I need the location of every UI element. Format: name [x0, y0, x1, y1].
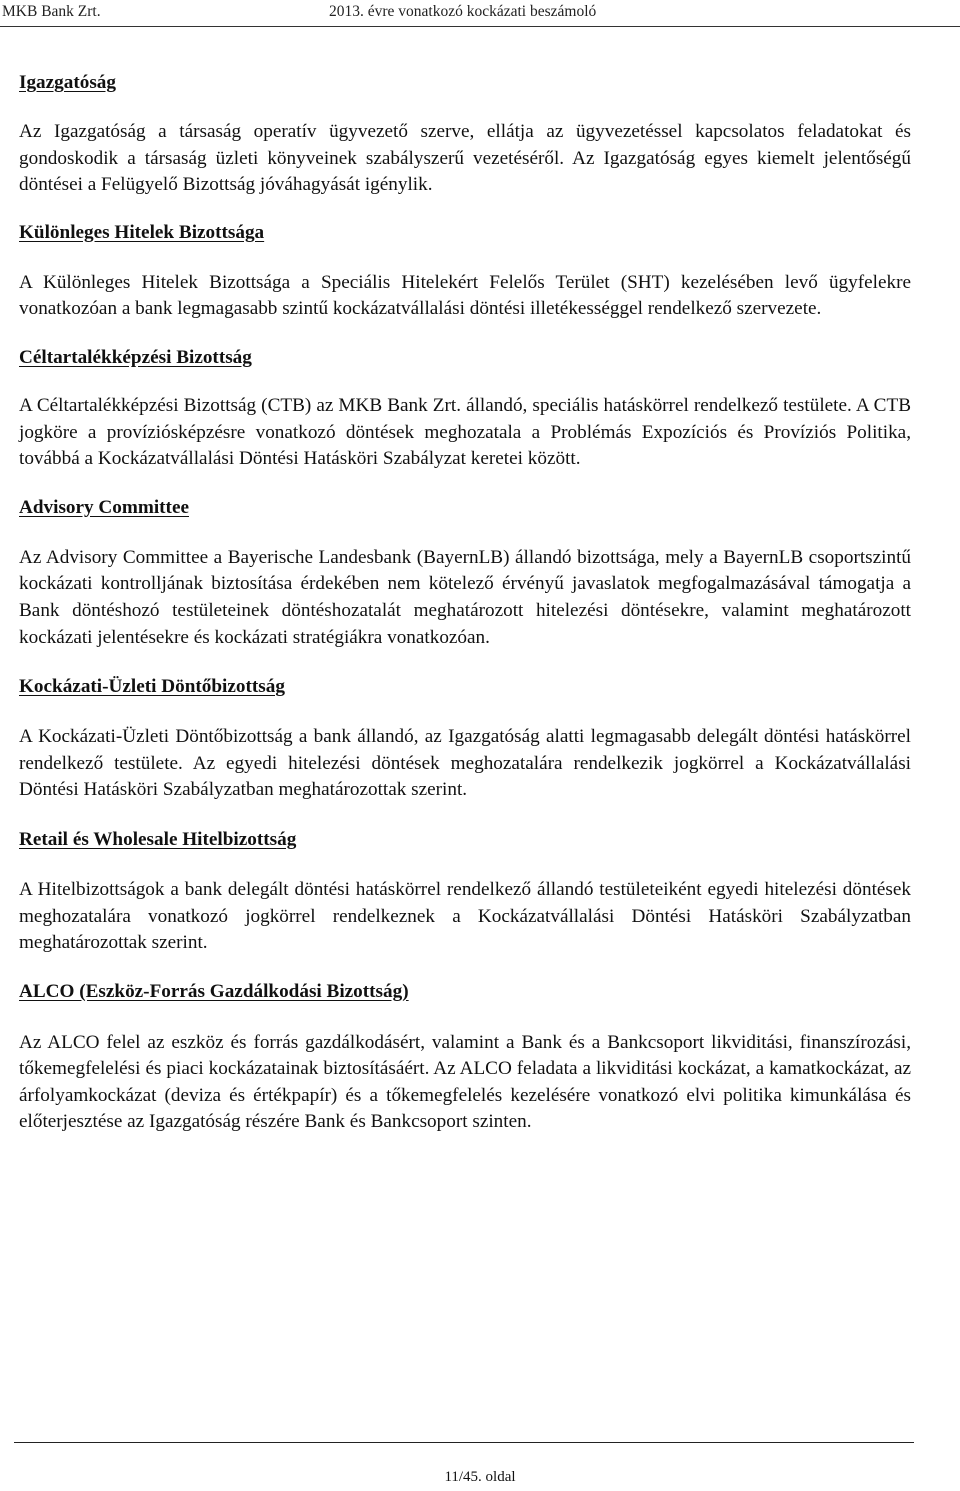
page-number: 11/45. oldal [444, 1469, 516, 1485]
section-paragraph: Az ALCO felel az eszköz és forrás gazdálkodásért, valamint a Bank és a Bankcsoport likviditási, finanszírozási, tőkemegfelelési és piaci kockázatainak biztosításáért. Az ALCO feladata a likviditási kockázat, a kamatkockázat, az árfolyamkockázat (deviza és értékpapír) és a tőkemegfelelés kezelésére vonatkozó elvi politika kimunkálása és előterjesztése az Igazgatóság részére Bank és Bankcsoport szinten. [19, 1031, 911, 1133]
document-body [19, 64, 911, 1136]
section-paragraph: Az Igazgatóság a társaság operatív ügyvezető szerve, ellátja az ügyvezetéssel kapcsolatos feladatokat és gondoskodik a társaság üzleti könyveinek szabályszerű vezetéséről. Az Igazgatóság egyes kiemelt jelentőségű döntései a Felügyelő Bizottság jóváhagyását igénylik. [19, 121, 911, 196]
section-paragraph: A Kockázati-Üzleti Döntőbizottság a bank állandó, az Igazgatóság alatti legmagasabb delegált döntési hatáskörrel rendelkező testülete. Az egyedi hitelezési döntések meghozatalára rendelkezik jogkörrel a Kockázatvállalási Döntési Hatásköri Szabályzatban meghatározottak szerint. [19, 726, 911, 801]
header-document-title: 2013. évre vonatkozó kockázati beszámoló [329, 3, 597, 20]
section-paragraph: Az Advisory Committee a Bayerische Landesbank (BayernLB) állandó bizottsága, mely a BayernLB csoportszintű kockázati kontrolljának biztosítása érdekében nem kötelező érvényű javaslatok megfogalmazásával támogatja a Bank döntéshozó testületeinek döntéshozatalát meghatározott hitelezési döntésekre, valamint meghatározott kockázati jelentésekre és kockázati stratégiákra vonatkozóan. [19, 546, 911, 648]
footer-rule [14, 1442, 914, 1443]
section-celtartalekkepzesi-bizottsag [19, 345, 911, 473]
section-heading: Igazgatóság [19, 72, 116, 93]
section-heading: Különleges Hitelek Bizottsága [19, 221, 265, 243]
section-heading: Kockázati-Üzleti Döntőbizottság [19, 676, 285, 698]
section-heading: Retail és Wholesale Hitelbizottság [19, 828, 297, 850]
section-advisory-committee [19, 495, 911, 651]
section-heading: Céltartalékképzési Bizottság [19, 346, 252, 368]
section-heading: ALCO (Eszköz-Forrás Gazdálkodási Bizottság) [19, 980, 409, 1002]
section-paragraph: A Hitelbizottságok a bank delegált döntési hatáskörrel rendelkező állandó testületeiként egyedi hitelezési döntések meghozatalára vonatkozó jogkörrel rendelkeznek a Kockázatvállalási Döntési Hatásköri Szabályzatban meghatározottak szerint. [19, 878, 911, 954]
section-kulonleges-hitelek-bizottsaga [19, 220, 911, 323]
section-kockazati-uzleti-dontobizottsag [19, 674, 911, 804]
section-paragraph: A Különleges Hitelek Bizottsága a Speciális Hitelekért Felelős Terület (SHT) kezelésében levő ügyfelekre vonatkozóan a bank legmagasabb szintű kockázatvállalási döntési illetékességgel rendelkező szervezete. [19, 271, 911, 320]
header-company-name: MKB Bank Zrt. [2, 3, 101, 20]
section-igazgatosag [19, 70, 911, 199]
section-heading: Advisory Committee [19, 496, 189, 518]
header-rule [0, 26, 960, 27]
section-alco [19, 979, 911, 1136]
section-paragraph: A Céltartalékképzési Bizottság (CTB) az MKB Bank Zrt. állandó, speciális hatáskörrel rendelkező testülete. A CTB jogköre a províziósképzésre vonatkozó döntések meghozatala a Problémás Expozíciós és Províziós Politika, továbbá a Kockázatvállalási Döntési Hatásköri Szabályzat keretei között. [19, 394, 911, 470]
page-header [0, 0, 960, 34]
section-retail-es-wholesale-hitelbizottsag [19, 827, 911, 957]
